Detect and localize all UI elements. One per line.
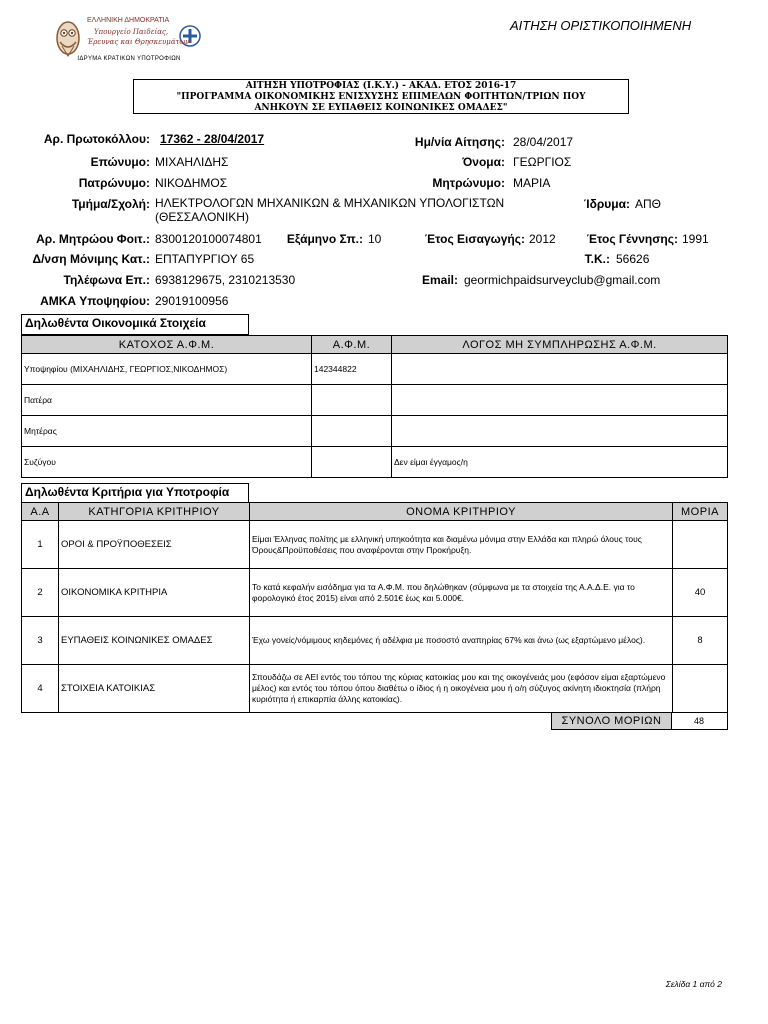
program-line-1: ΑΙΤΗΣΗ ΥΠΟΤΡΟΦΙΑΣ (Ι.Κ.Υ.) - ΑΚΑΔ. ΕΤΟΣ 2016-17 [245, 81, 517, 91]
criteria-table-header [22, 503, 728, 521]
table-row [22, 521, 728, 569]
holder-cell: Πατέρα [22, 385, 312, 416]
amka-label: ΑΜΚΑ Υποψηφίου: [40, 294, 150, 308]
postal-code-value: 56626 [616, 252, 650, 266]
reason-cell: Δεν είμαι έγγαμος/η [392, 447, 728, 478]
table-row [22, 385, 728, 416]
financial-table-header [22, 336, 728, 354]
category-cell: ΟΙΚΟΝΟΜΙΚΑ ΚΡΙΤΗΡΙΑ [59, 569, 250, 617]
financial-table [21, 335, 728, 478]
email-label: Email: [421, 273, 458, 287]
points-cell [673, 521, 728, 569]
department-value-line-2: (ΘΕΣΣΑΛΟΝΙΚΗ) [155, 210, 249, 224]
criterion-name-cell: Είμαι Έλληνας πολίτης με ελληνική υπηκοότητα και διαμένω μόνιμα στην Ελλάδα και πληρώ όλους τους Όρους&Προϋποθέσεις που αναφέρονται στην Προκήρυξη. [250, 521, 673, 569]
surname-label: Επώνυμο: [90, 155, 150, 169]
semester-value: 10 [368, 232, 382, 246]
total-points-label: ΣΥΝΟΛΟ ΜΟΡΙΩΝ [551, 712, 672, 730]
col-holder-header: ΚΑΤΟΧΟΣ Α.Φ.Μ. [22, 336, 312, 354]
criterion-name-cell: Σπουδάζω σε ΑΕΙ εντός του τόπου της κύριας κατοικίας μου και της οικογένειάς μου (εφόσον είμαι εξαρτώμενο μέλος) και εντός του τόπου όπου διαθέτω ο ίδιος ή η οικογένεια μου ή ο/η σύζυγος ακίνητη ιδιοκτησία (πλήρη κυριότητα ή επικαρπία άλλης κατοικίας). [250, 665, 673, 713]
criterion-name-cell: Το κατά κεφαλήν εισόδημα για τα Α.Φ.Μ. που δηλώθηκαν (σύμφωνα με τα στοιχεία της Α.Α.Δ.Ε. για το φορολογικό έτος 2015) είναι από 2.501€ έως και 5.000€. [250, 569, 673, 617]
father-name-label: Πατρώνυμο: [78, 176, 150, 190]
mother-name-label: Μητρώνυμο: [432, 176, 505, 190]
department-label: Τμήμα/Σχολή: [71, 197, 150, 211]
program-title-box [133, 79, 629, 114]
semester-label: Εξάμηνο Σπ.: [286, 232, 363, 246]
criteria-section-title: Δηλωθέντα Κριτήρια για Υποτροφία [21, 483, 249, 503]
aa-cell: 4 [22, 665, 59, 713]
aa-cell: 1 [22, 521, 59, 569]
logo-line-2: Υπουργείο Παιδείας, [94, 28, 169, 36]
document-title: ΑΙΤΗΣΗ ΟΡΙΣΤΙΚΟΠΟΙΗΜΕΝΗ [510, 18, 692, 33]
points-cell: 8 [673, 617, 728, 665]
table-row [22, 569, 728, 617]
name-value: ΓΕΩΡΓΙΟΣ [513, 155, 572, 169]
afm-cell [312, 416, 392, 447]
financial-section-title: Δηλωθέντα Οικονομικά Στοιχεία [21, 314, 249, 335]
afm-cell [312, 447, 392, 478]
program-line-2: "ΠΡΟΓΡΑΜΜΑ ΟΙΚΟΝΟΜΙΚΗΣ ΕΝΙΣΧΥΣΗΣ ΕΠΙΜΕΛΩΝ ΦΟΙΤΗΤΩΝ/ΤΡΙΩΝ ΠΟΥ [176, 92, 586, 102]
logo-line-1: ΕΛΛΗΝΙΚΗ ΔΗΜΟΚΡΑΤΙΑ [87, 17, 170, 24]
address-value: ΕΠΤΑΠΥΡΓΙΟΥ 65 [155, 252, 255, 266]
registry-number-label: Αρ. Μητρώου Φοιτ.: [36, 232, 150, 246]
col-criterion-name-header: ΟΝΟΜΑ ΚΡΙΤΗΡΙΟΥ [250, 503, 673, 521]
postal-code-label: Τ.Κ.: [584, 252, 610, 266]
afm-cell [312, 385, 392, 416]
registry-number-value: 8300120100074801 [155, 232, 262, 246]
criteria-table [21, 502, 728, 713]
category-cell: ΣΤΟΙΧΕΙΑ ΚΑΤΟΙΚΙΑΣ [59, 665, 250, 713]
protocol-value: 17362 - 28/04/2017 [160, 132, 265, 146]
col-category-header: ΚΑΤΗΓΟΡΙΑ ΚΡΙΤΗΡΙΟΥ [59, 503, 250, 521]
ministry-logo [54, 16, 204, 68]
amka-value: 29019100956 [155, 294, 229, 308]
criterion-name-cell: Έχω γονείς/νόμιμους κηδεμόνες ή αδέλφια με ποσοστό αναπηρίας 67% και άνω (ως εξαρτώμενο μέλος). [250, 617, 673, 665]
table-row [22, 617, 728, 665]
application-date-value: 28/04/2017 [513, 135, 574, 149]
category-cell: ΕΥΠΑΘΕΙΣ ΚΟΙΝΩΝΙΚΕΣ ΟΜΑΔΕΣ [59, 617, 250, 665]
col-points-header: ΜΟΡΙΑ [673, 503, 728, 521]
department-value-line-1: ΗΛΕΚΤΡΟΛΟΓΩΝ ΜΗΧΑΝΙΚΩΝ & ΜΗΧΑΝΙΚΩΝ ΥΠΟΛΟΓΙΣΤΩΝ [155, 196, 505, 210]
address-label: Δ/νση Μόνιμης Κατ.: [32, 252, 150, 266]
logo-line-3: Έρευνας και Θρησκευμάτων [87, 38, 190, 46]
mother-name-value: ΜΑΡΙΑ [513, 176, 551, 190]
points-cell: 40 [673, 569, 728, 617]
entry-year-value: 2012 [529, 232, 556, 246]
email-value: geormichpaidsurveyclub@gmail.com [464, 273, 661, 287]
col-aa-header: Α.Α [22, 503, 59, 521]
page-number: Σελίδα 1 από 2 [665, 979, 722, 989]
institution-label: Ίδρυμα: [583, 197, 630, 211]
table-row [22, 354, 728, 385]
reason-cell [392, 385, 728, 416]
holder-cell: Συζύγου [22, 447, 312, 478]
total-points-value: 48 [671, 712, 728, 730]
table-row [22, 665, 728, 713]
birth-year-label: Έτος Γέννησης: [586, 232, 678, 246]
phone-label: Τηλέφωνα Επ.: [63, 273, 150, 287]
holder-cell: Μητέρας [22, 416, 312, 447]
program-line-3: ΑΝΗΚΟΥΝ ΣΕ ΕΥΠΑΘΕΙΣ ΚΟΙΝΩΝΙΚΕΣ ΟΜΑΔΕΣ" [254, 103, 508, 113]
birth-year-value: 1991 [682, 232, 709, 246]
logo-subtitle: ΙΔΡΥΜΑ ΚΡΑΤΙΚΩΝ ΥΠΟΤΡΟΦΙΩΝ [77, 56, 181, 62]
aa-cell: 3 [22, 617, 59, 665]
table-row [22, 447, 728, 478]
points-cell [673, 665, 728, 713]
protocol-label: Αρ. Πρωτοκόλλου: [43, 132, 150, 146]
afm-cell: 142344822 [312, 354, 392, 385]
col-reason-header: ΛΟΓΟΣ ΜΗ ΣΥΜΠΛΗΡΩΣΗΣ Α.Φ.Μ. [392, 336, 728, 354]
application-date-label: Ημ/νία Αίτησης: [414, 135, 505, 149]
name-label: Όνομα: [462, 155, 505, 169]
reason-cell [392, 416, 728, 447]
table-row [22, 416, 728, 447]
father-name-value: ΝΙΚΟΔΗΜΟΣ [155, 176, 228, 190]
category-cell: ΟΡΟΙ & ΠΡΟΫΠΟΘΕΣΕΙΣ [59, 521, 250, 569]
phone-value: 6938129675, 2310213530 [155, 273, 296, 287]
reason-cell [392, 354, 728, 385]
holder-cell: Υποψηφίου (ΜΙΧΑΗΛΙΔΗΣ, ΓΕΩΡΓΙΟΣ,ΝΙΚΟΔΗΜΟΣ) [22, 354, 312, 385]
aa-cell: 2 [22, 569, 59, 617]
surname-value: ΜΙΧΑΗΛΙΔΗΣ [155, 155, 229, 169]
institution-value: ΑΠΘ [635, 197, 662, 211]
entry-year-label: Έτος Εισαγωγής: [424, 232, 525, 246]
col-afm-header: Α.Φ.Μ. [312, 336, 392, 354]
